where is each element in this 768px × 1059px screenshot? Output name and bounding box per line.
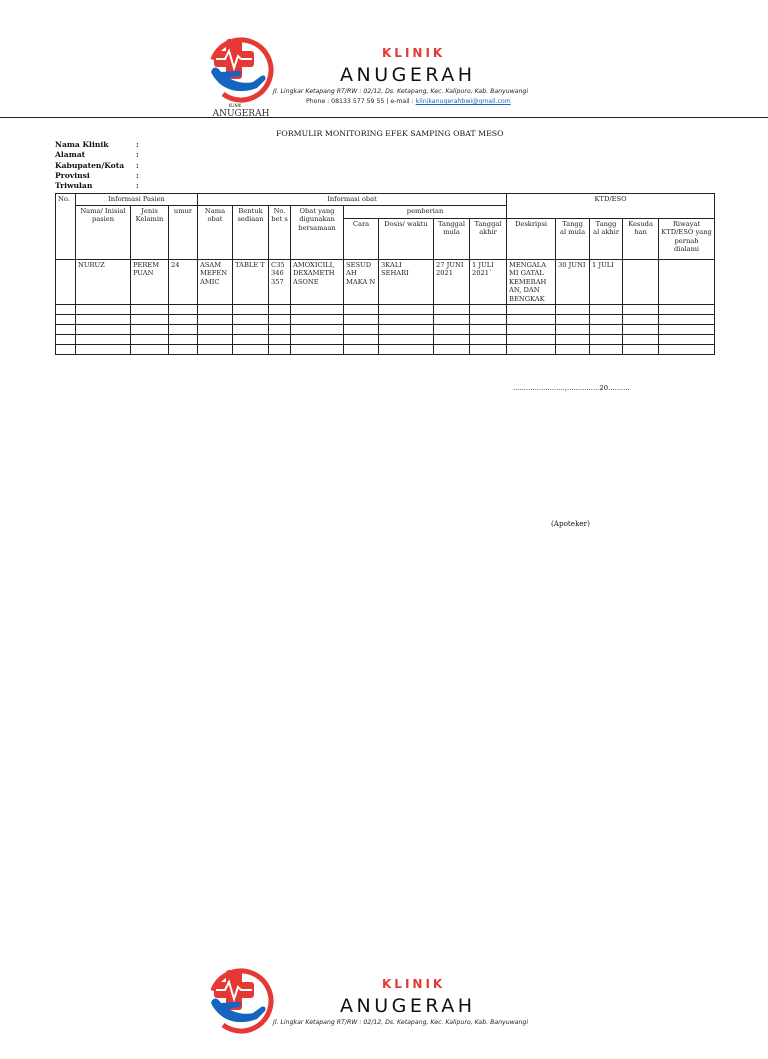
field-label: Kabupaten/Kota [55,160,125,170]
field-label: Alamat [55,150,86,160]
field-provinsi [55,170,139,181]
letterhead-next-page [0,931,768,1041]
cell-dosis: 3KALI SEHARI [379,260,434,305]
cell-ktd-tanggal-mula: 30 JUNI [556,260,590,305]
header-informasi-obat: Informasi obat [198,194,507,206]
field-triwulan [55,181,139,191]
form-fields [55,140,139,191]
header-ktd-eso: KTD/ESO [507,194,715,219]
cell-nama-obat: ASAM MEFEN AMIC [198,260,233,305]
cell-riwayat [659,260,715,305]
cell-nama: NURUZ [76,260,131,305]
field-kabupaten [55,160,139,171]
header-bentuk-sediaan: Bentuk sediaan [233,206,269,260]
clinic-logo [205,36,277,128]
header-no: No. [56,194,76,260]
field-label: Provinsi [55,170,90,180]
field-colon: : [136,160,139,170]
field-label: Nama Klinik [55,140,109,149]
header-deskripsi: Deskripsi [507,219,556,260]
header-ktd-tanggal-akhir: Tangg al akhir [590,219,623,260]
cell-deskripsi: MENGALA MI GATAL KEMERAH AN, DAN BENGKAK [507,260,556,305]
field-alamat [55,150,139,160]
clinic-logo [205,967,277,1059]
cell-umur: 24 [169,260,198,305]
svg-text:KLINIK: KLINIK [228,103,242,108]
header-kesudahan: Kesuda han [623,219,659,260]
table-row [56,315,715,325]
header-nama-pasien: Nama/ Inisial pasien [76,206,131,260]
field-colon: : [136,170,139,180]
cell-bentuk-sediaan: TABLE T [233,260,269,305]
form-title: FORMULIR MONITORING EFEK SAMPING OBAT MESO [276,129,504,138]
phone-text: Phone : 08133 577 59 55 | e-mail : [306,98,416,105]
cell-cara: SESUD AH MAKA N [344,260,379,305]
brand-klinik: KLINIK [382,977,446,991]
header-informasi-pasien: Informasi Pasien [76,194,198,206]
header-obat-bersamaan: Obat yang digunakan bersamaan [291,206,344,260]
header-pemberian: pemberian [344,206,507,219]
date-line: ........................,...............20.......... [513,384,630,392]
letterhead [0,0,768,119]
apoteker-signature: (Apoteker) [551,519,590,528]
brand-name: ANUGERAH [340,995,476,1017]
header-umur: umur [169,206,198,260]
header-ktd-tanggal-mula: Tangg al mula [556,219,590,260]
cell-no [56,260,76,305]
cell-no-bets: C35 346 357 [269,260,291,305]
header-nama-obat: Nama obat [198,206,233,260]
cell-tanggal-mula: 27 JUNI 2021 [434,260,470,305]
field-colon: : [136,150,139,160]
svg-text:ANUGERAH: ANUGERAH [212,109,270,119]
cell-tanggal-akhir: 1 JULI 2021` [470,260,507,305]
header-rule [0,117,768,118]
cell-kesudahan [623,260,659,305]
header-riwayat: Riwayat KTD/ESO yang pernah dialami [659,219,715,260]
header-dosis: Dosis/ waktu [379,219,434,260]
header-tanggal-mula: Tanggal mula [434,219,470,260]
cell-jenis-kelamin: PEREM PUAN [131,260,169,305]
field-label: Triwulan [55,181,93,191]
field-colon: : [136,140,139,149]
table-row [56,260,715,305]
table-row [56,345,715,355]
clinic-contact [306,98,511,105]
cell-obat-bersamaan: AMOXICILI, DEXAMETH ASONE [291,260,344,305]
clinic-address: Jl. Lingkar Ketapang RT/RW : 02/12, Ds. Ketapang, Kec. Kalipuro, Kab. Banyuwangi [273,1019,529,1026]
header-jenis-kelamin: Jenis Kelamin [131,206,169,260]
table-row [56,305,715,315]
table-row [56,325,715,335]
email-link[interactable]: klinikanugerahbwi@gmail.com [415,98,511,105]
field-nama-klinik [55,140,139,150]
meso-table [55,193,715,355]
brand-klinik: KLINIK [382,46,446,60]
header-tanggal-akhir: Tanggal akhir [470,219,507,260]
header-cara: Cara [344,219,379,260]
clinic-address: Jl. Lingkar Ketapang RT/RW : 02/12, Ds. Ketapang, Kec. Kalipuro, Kab. Banyuwangi [273,88,529,95]
header-no-bets: No. bet s [269,206,291,260]
table-row [56,335,715,345]
brand-name: ANUGERAH [340,64,476,86]
cell-ktd-tanggal-akhir: 1 JULI [590,260,623,305]
field-colon: : [136,181,139,191]
